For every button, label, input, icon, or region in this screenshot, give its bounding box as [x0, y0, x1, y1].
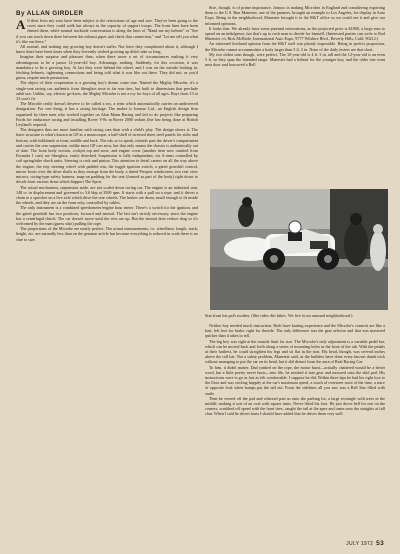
page-folio: [346, 540, 384, 547]
paragraph: The proportions of the Microbe are nearly perfect. The actual measurements, i.e. wheelbase, length, track, height, etc. are naturally less than on the genuine article but because everything is reduced in scale there is no clue to size.: [16, 226, 198, 242]
paragraph: Then he veered off the pad and whizzed past us onto the parking lot, a large rectangle with trees in the middle, making it sort of an oval with square turns. Never lifted his foot. He just drove hell for one on the corners, scrubbed off speed with the front tires, caught the tail at the apex and came onto the straights at full chat. When I said he drives karts I should have added that he drives them very well.: [205, 395, 385, 417]
issue-date: JULY 1972: [346, 541, 374, 547]
paragraph: All normal, and nothing any growing boy doesn't suffer. Nor have they complained about it, although I know there have been times when they fervently wished growing up didn't take so long.: [16, 44, 198, 55]
paragraph: Size, though, is of prime importance. Jomoro is making Microbes in England and considering exporting them to the U.S. Ron Manester, one of the partners, brought an example to Los Angeles, for display in Auto Expo. Being in the neighborhood, Manester brought it to the R&T office so we could see it and give our informed opinions.: [205, 5, 385, 26]
article-column-left: [16, 18, 198, 538]
photo-caption-continuation: Star from his pal's mother. (She rides dirt bikes. We live in an unusual neighborhood.): [205, 313, 353, 318]
article-column-right-top: [205, 5, 385, 186]
paragraph: The Microbe really doesn't deserve to be called a toy, a term which automatically carries an undeserved denigration. For one thing, it has a racing heritage. The maker is Jomoro Ltd., an English design firm organized by three men who worked together on Alan Mann Racing and left to do projects like preparing Fords for endurance racing and installing Rover V-8s in Rover 2000 sedans (the last being done at British Leyland's request).: [16, 101, 198, 128]
photo-illustration: [210, 189, 388, 310]
paragraph: The actual mechanism, suspension aside, are not scaled down racing car. The engine is an industrial unit, 148 cc in displacement and governed to 3.6 bhp at 3500 rpm. It starts with a pull on a rope, and it drives a chain to a sprocket on a live axle which drive the rear wheels. The brakes are drum, small enough to fit inside the wheels, and they are on the front only, controlled by cables.: [16, 184, 198, 206]
paragraph: The only instrument is a combined speedometer/engine hour meter. There's a switch for the ignition, and the gated gearshift has two positions, forward and neutral. The last isn't strictly necessary, since the engine has a centrifugal clutch. The car doesn't move until the revs are up. But the neutral does reduce drag so it's welcomed by the man (guess who) pulling the rope.: [16, 205, 198, 226]
paragraph-text: ll their lives my sons have been subject to the restrictions of age and size. They've been going to the races since they could walk but always in the capacity of support troops. The front lines have been denied them, while normal trackside conversation is along the lines of "Hand me my helmet" or "See if you can reach down there between the exhaust pipes and check that connection," and "Let me tell you what it's like out there.": [16, 18, 198, 44]
paragraph: It looks fine. We already have some parental reservations, as the projected price is $1800, a large sum to spend on an indulgence, but that's up to each man to decide for himself. (Interested parties can write to Rod Manester c/o Rick McBride, International Auto Expo, 9777 Wilshire Blvd., Beverly Hills, Calif. 90212.): [205, 25, 385, 42]
drop-cap: A: [16, 18, 26, 32]
paragraph: An informed firsthand opinion from the R&T staff was plainly impossible. Being in perfect proportion, the Microbe cannot accommodate a body larger than 5 ft. 3 in. None of the daily testers are that short.: [205, 41, 385, 52]
paragraph: Imagine their surprise and pleasure then, when there arose a set of circumstances making it very advantageous to be a junior 12-year-old boy. Advantage, nothing. Suddenly, for this occasion, it was mandatory to be a growing boy. At last they were behind the wheel, and I was on the outside looking in, fetching helmets, tightening connections and being told what it was like out there. They did not, as you'd guess, require much persuasion.: [16, 54, 198, 81]
article-column-right-bottom: [205, 323, 385, 536]
paragraph: The designers thus are more familiar with racing cars than with a child's play. The design shows it. The basic structure is what's known in GP as a monocoque, a half-shell of stressed sheet steel panels for sides and bottom, with bulkheads at front, middle and back. The tub, so to speak, extends past the driver's compartment and carries the rear suspension, unlike most GP cars now, but that only means the chassis is authentically out of date. The front body section, cockpit top and nose, and engine cover (another item now omitted from Formula 1 cars) are fiberglass, easily detached. Suspension is fully independent, via A-arms controlled by coil spring/tube shock units. Steering is rack and pinion. This attention to detail carries on all the way above the engine: the tiny steering wheel with padded rim, the toggle ignition switch, a gated gearshift control, mirror boots over the drive shafts as they emerge from the body, a tinted Perspex windscreen, two rear view mirrors, racing-type safety harness; snap-on padding for the seat (formed as part of the body) right down to decals from various firms which Support The Sport.: [16, 127, 198, 185]
paragraph: My two oldest sons though, were perfect. The 10-year-old is 4 ft. 3 in. tall and the 12-year-old is an even 5 ft. so they span the intended range. Manester had a helmet for the younger boy, and the older one went next door and borrowed a Bell: [205, 51, 385, 68]
paragraph: The big boy was right at the outside limit for size. The Microbe's only adjustment is a variable pedal bar, which can be moved back and forth along a series of mounting holes in the front of the tub. With the pedals at their farthest, he could straighten his legs and sit flat in the seat. His head, though, was several inches above the roll bar. Not a safety problem, Manester said, as the builders have done every known dumb trick without managing to put the car on its head, but it did detract from the aura of Real Racing Car.: [205, 338, 385, 365]
race-car-photo: [210, 189, 388, 310]
byline: By ALLAN GIRDLER: [16, 10, 84, 17]
paragraph: [16, 18, 198, 44]
paragraph: To him, it didn't matter. Dad yanked on the rope, the motor burst—actually chattered would be a better word, but a little poetry never hurts—into life, he snicked it into gear and motored onto the skid pad. His instructions were to go as fast as felt comfortable. I suppose he did. Within three laps he had his right foot to the floor and was circling happily at the car's maximum speed, a touch of oversteer most of the time, a trace of opposite lock when bumps put the tail out. From the sidelines all you saw was a Bell Star filled with smile.: [205, 364, 385, 396]
paragraph: The object of their cooperation is a growing boy's dream come true. Named the Mighty Microbe, it's a single-seat racing car, authentic from fiberglass nose to fat rear tires, but built to dimensions that preclude adult use. Unlike, say, electric go-karts, the Mighty Microbe is not a toy for boys of all ages. Boys from 13 to 33 won't fit.: [16, 80, 198, 102]
paragraph: Neither boy needed much instruction. Both have karting experience and the Microbe's controls are like a kart, left foot for brake, right for throttle. The only difference was the gear selector and that was mastered quicker than it takes to tell.: [205, 323, 385, 339]
page-number: 53: [376, 540, 384, 547]
